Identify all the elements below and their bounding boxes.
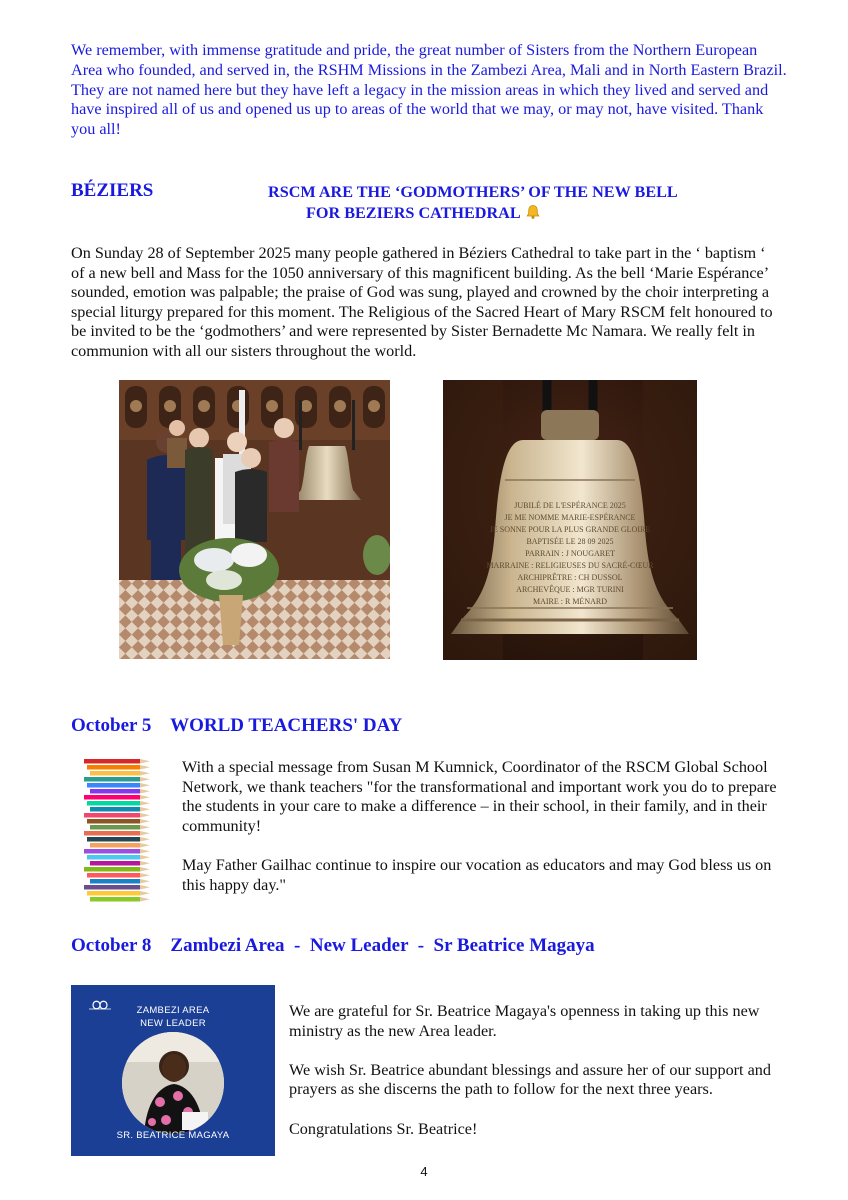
bell-inscription-line: JE SONNE POUR LA PLUS GRANDE GLOIRE <box>489 525 651 534</box>
beziers-body: On Sunday 28 of September 2025 many people gathered in Béziers Cathedral to take part in the ‘ baptism ‘ of a new bell and Mass for the 1050 anniversary of this magnificent building. As the bell ‘Marie Espérance’ sounded, emotion was palpable; the praise of God was sung, played and crowned by the choir interpreting a special liturgy prepared for this moment. The Religious of the Sacred Heart of Mary RSCM felt honoured to be invited to be the ‘godmothers’ and were represented by Sister Bernadette Mc Namara. We really felt in communion with all our sisters throughout the world. <box>71 244 773 360</box>
colored-pencils-image <box>84 757 154 902</box>
bell-inscription-line: MARRAINE : RELIGIEUSES DU SACRÉ-CŒUR <box>486 561 654 570</box>
godmothers-headline <box>268 182 738 224</box>
beziers-heading: BÉZIERS <box>71 180 154 201</box>
teachers-heading <box>71 715 402 737</box>
bell-inscription-line: ARCHIPRÊTRE : CH DUSSOL <box>517 573 623 582</box>
pencils-icon <box>84 757 154 902</box>
card-title-line1: ZAMBEZI AREA <box>136 1005 210 1016</box>
bell-inscription-line: JUBILÉ DE L'ESPÉRANCE 2025 <box>514 501 626 510</box>
teachers-paragraph-1: With a special message from Susan M Kumnick, Coordinator of the RSCM Global School Network, we thank teachers "for the transformational and important work you do to prepare the students in your care to make a difference – in their school, in their family, and in their community! <box>182 758 777 835</box>
teachers-date: October 5 <box>71 715 152 736</box>
intro-paragraph: We remember, with immense gratitude and pride, the great number of Sisters from the Northern European Area who founded, and served in, the RSHM Missions in the Zambezi Area, Mali and in North Eastern Brazil. They are not named here but they have left a legacy in the mission areas in which they lived and served and have inspired all of us and opened us up to areas of the world that we may, or may not, have visited. Thank you all! <box>71 41 787 139</box>
bell-inscription-line: JE ME NOMME MARIE-ESPÉRANCE <box>504 513 636 522</box>
sisters-photo <box>119 380 390 659</box>
bell-inscription-line: PARRAIN : J NOUGARET <box>525 549 615 558</box>
bell-photo <box>443 380 697 660</box>
page-number: 4 <box>420 1164 428 1179</box>
sisters-photo-image <box>119 380 390 659</box>
new-leader-card <box>71 985 275 1156</box>
teachers-paragraph-2: May Father Gailhac continue to inspire our vocation as educators and may God bless us on this happy day." <box>182 855 772 894</box>
zambezi-paragraph-1: We are grateful for Sr. Beatrice Magaya's openness in taking up this new ministry as the new Area leader. <box>289 1002 760 1040</box>
zambezi-paragraph-2: We wish Sr. Beatrice abundant blessings and assure her of our support and prayers as she discerns the path to follow for the next three years. <box>289 1060 771 1099</box>
leader-portrait-image <box>122 1032 224 1134</box>
bell-inscription-line: BAPTISÉE LE 28 09 2025 <box>526 537 614 546</box>
bell-icon <box>525 204 541 220</box>
zambezi-paragraph-3: Congratulations Sr. Beatrice! <box>289 1119 478 1138</box>
bell-photo-image <box>443 380 697 660</box>
teachers-title: WORLD TEACHERS' DAY <box>170 715 403 736</box>
teachers-text <box>182 758 792 915</box>
zambezi-title: Zambezi Area - New Leader - Sr Beatrice Magaya <box>170 935 595 956</box>
card-leader-name: SR. BEATRICE MAGAYA <box>116 1130 230 1141</box>
zambezi-heading <box>71 935 595 957</box>
bell-inscription-line: MAIRE : R MÉNARD <box>532 597 608 606</box>
card-title-line2: NEW LEADER <box>140 1018 206 1029</box>
godmothers-headline-line1: RSCM ARE THE ‘GODMOTHERS’ OF THE NEW BELL <box>268 183 678 201</box>
zambezi-text <box>289 1002 809 1159</box>
bell-inscription-line: ARCHEVÊQUE : MGR TURINI <box>516 585 624 594</box>
zambezi-date: October 8 <box>71 935 152 956</box>
leader-portrait <box>122 1032 224 1134</box>
godmothers-headline-line2: FOR BEZIERS CATHEDRAL <box>306 204 521 222</box>
